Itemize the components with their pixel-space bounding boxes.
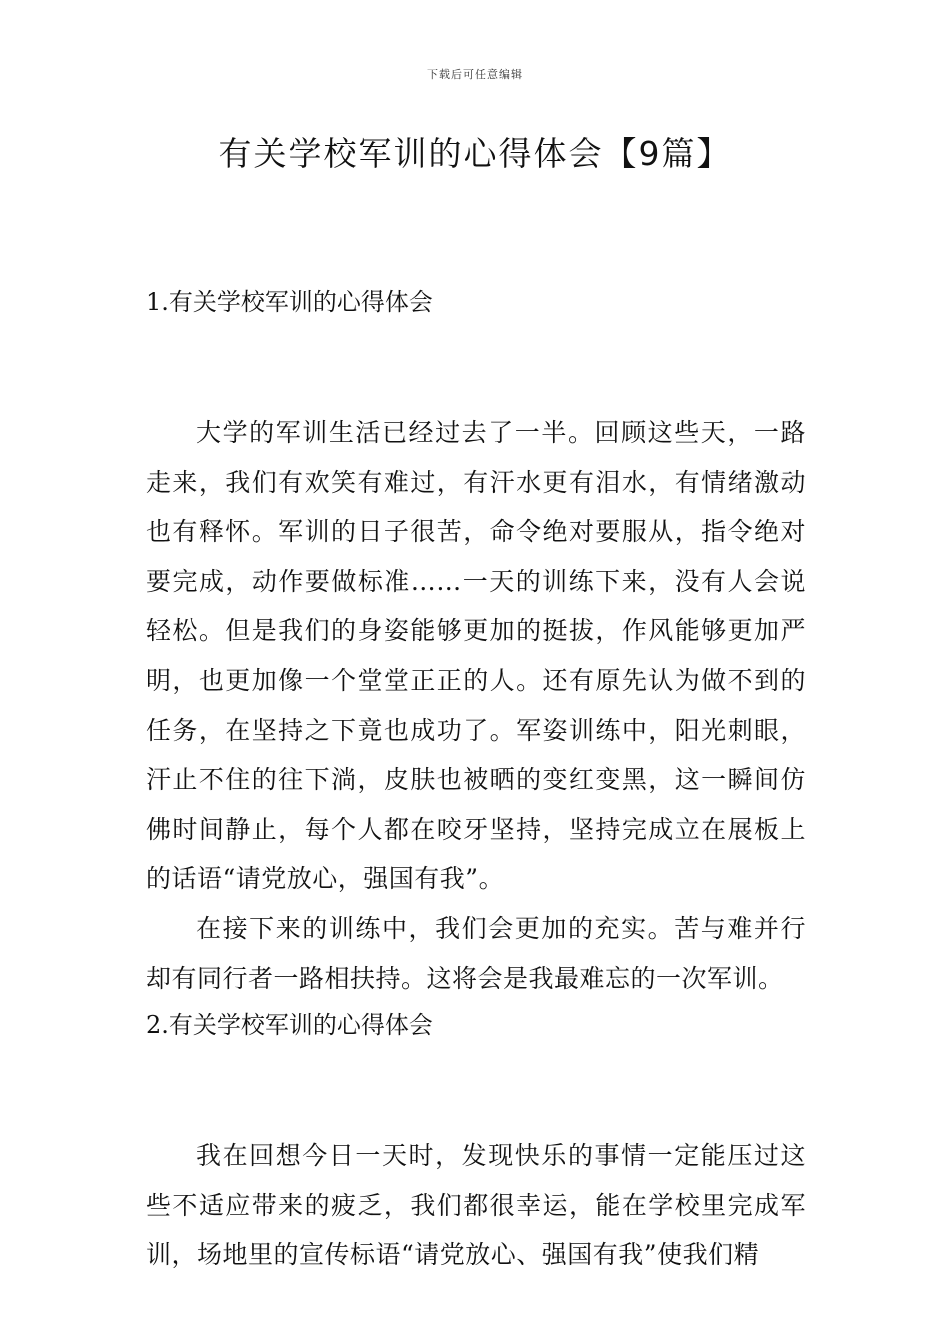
document-title: 有关学校军训的心得体会【9篇】 — [218, 134, 732, 173]
section-heading-2: 2.有关学校军训的心得体会 — [146, 1011, 433, 1040]
paragraph-1-1: 大学的军训生活已经过去了一半。回顾这些天，一路走来，我们有欢笑有难过，有汗水更有泪水，有情绪激动也有释怀。军训的日子很苦，命令绝对要服从，指令绝对要完成，动作要做标准……一天的训练下来，没有人会说轻松。但是我们的身姿能够更加的挺拔，作风能够更加严明，也更加像一个堂堂正正的人。还有原先认为做不到的任务，在坚持之下竟也成功了。军姿训练中，阳光刺眼，汗止不住的往下淌，皮肤也被晒的变红变黑，这一瞬间仿佛时间静止，每个人都在咬牙坚持，坚持完成立在展板上的话语“请党放心，强国有我”。 — [146, 418, 806, 894]
spacer — [146, 1047, 806, 1131]
paragraph-1-2: 在接下来的训练中，我们会更加的充实。苦与难并行却有同行者一路相扶持。这将会是我最难忘的一次军训。 — [146, 913, 806, 993]
document-body — [146, 280, 806, 1280]
paragraph-2-1: 我在回想今日一天时，发现快乐的事情一定能压过这些不适应带来的疲乏，我们都很幸运，能在学校里完成军训，场地里的宣传标语“请党放心、强国有我”使我们精 — [146, 1141, 806, 1270]
section-heading-1: 1.有关学校军训的心得体会 — [146, 288, 433, 316]
header-note: 下载后可任意编辑 — [427, 68, 523, 81]
spacer — [146, 324, 806, 408]
